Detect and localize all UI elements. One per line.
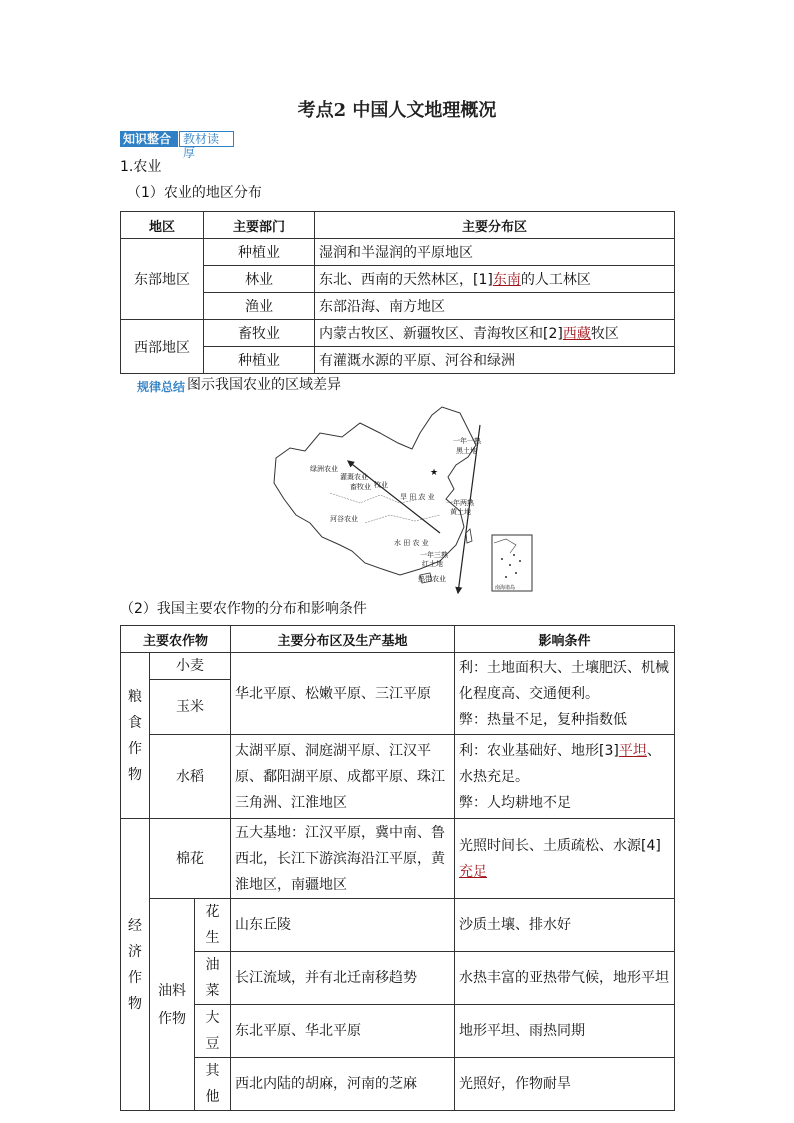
map-label: 黄土地: [450, 508, 471, 516]
table-header: 影响条件: [455, 626, 675, 653]
sector-cell: 林业: [204, 266, 315, 293]
crop-cell: 棉花: [150, 819, 231, 899]
blank-number: [3]: [599, 742, 619, 759]
condition-part: 、水热充足。: [459, 742, 661, 785]
region-cell: 东部地区: [121, 239, 204, 320]
category-cell: 经济作物: [121, 819, 150, 1111]
answer-text: 西藏: [562, 326, 591, 342]
answer-text: 平坦: [618, 742, 647, 759]
summary-text: 图示我国农业的区域差异: [187, 377, 341, 393]
condition-cell: [455, 653, 675, 735]
table-header-row: [121, 212, 675, 239]
table-row: [121, 320, 675, 347]
table-header: 主要分布区: [315, 212, 675, 239]
map-label: 绿洲农业: [310, 465, 338, 473]
sector-cell: 种植业: [204, 347, 315, 374]
sector-cell: 种植业: [204, 239, 315, 266]
capital-star-icon: ★: [430, 468, 439, 478]
area-cell: 太湖平原、洞庭湖平原、江汉平原、鄱阳湖平原、成都平原、珠江三角洲、江淮地区: [231, 735, 455, 819]
south-china-sea-inset: [492, 535, 532, 591]
map-label: 红土地: [422, 560, 443, 568]
condition-part: 利：农业基础好、地形: [459, 742, 599, 759]
table-row: [121, 1058, 675, 1111]
china-agriculture-map: [270, 403, 548, 603]
summary-tag: 规律总结: [137, 380, 186, 394]
table-row: [121, 239, 675, 266]
condition-cell: 水热丰富的亚热带气候，地形平坦: [455, 952, 675, 1005]
map-label: 河谷农业: [330, 515, 358, 523]
inset-label: 南海诸岛: [495, 585, 516, 591]
china-outline: [274, 407, 476, 575]
subsection-heading: （2）我国主要农作物的分布和影响条件: [120, 601, 367, 617]
table-header: 主要分布区及生产基地: [231, 626, 455, 653]
table-row: [121, 653, 675, 680]
area-text: 东北、西南的天然林区，: [319, 272, 473, 288]
map-label: 灌溉农业: [340, 473, 368, 481]
area-cell: [315, 266, 675, 293]
map-label: 热带农业: [418, 575, 446, 583]
map-label: 一年三熟: [420, 551, 448, 559]
area-cell: 东北平原、华北平原: [231, 1005, 455, 1058]
sector-cell: 畜牧业: [204, 320, 315, 347]
subsection-heading: （1）农业的地区分布: [127, 185, 262, 201]
table-row: [121, 952, 675, 1005]
map-label: 畜牧业: [350, 483, 371, 491]
condition-text: 弊：人均耕地不足: [459, 794, 571, 811]
area-text: 内蒙古牧区、新疆牧区、青海牧区和: [319, 326, 543, 342]
category-cell: 粮食作物: [121, 653, 150, 819]
map-label: 旱 田 农 业: [400, 493, 435, 501]
blank-number: [2]: [543, 326, 563, 342]
taiwan-island: [466, 529, 472, 543]
table-header: 主要部门: [204, 212, 315, 239]
textbook-tag: 教材读厚: [179, 131, 234, 147]
area-cell: 山东丘陵: [231, 899, 455, 952]
table-row: [121, 347, 675, 374]
map-label: 一年一熟: [453, 437, 481, 445]
area-cell: 西北内陆的胡麻，河南的芝麻: [231, 1058, 455, 1111]
area-cell: [315, 239, 675, 266]
condition-cell: 沙质土壤、排水好: [455, 899, 675, 952]
table-row: [121, 899, 675, 952]
table-row: [121, 266, 675, 293]
area-cell: [315, 320, 675, 347]
table-header: 主要农作物: [121, 626, 231, 653]
condition-text: 利：土地面积大、土壤肥沃、机械化程度高、交通便利。: [459, 659, 669, 702]
condition-cell: [455, 819, 675, 899]
map-label: 黑土地: [456, 447, 477, 455]
oil-crop-cell: 油料作物: [150, 899, 195, 1111]
condition-text: [459, 738, 670, 790]
blank-number: [4]: [641, 837, 661, 854]
condition-cell: 光照好，作物耐旱: [455, 1058, 675, 1111]
condition-cell: 地形平坦、雨热同期: [455, 1005, 675, 1058]
area-cell: [315, 347, 675, 374]
table-row: [121, 293, 675, 320]
crop-cell: 大豆: [195, 1005, 231, 1058]
condition-part: 光照时间长、土质疏松、水源: [459, 837, 641, 854]
region-cell: 西部地区: [121, 320, 204, 374]
map-label: 牧业: [374, 481, 388, 489]
answer-text: 东南: [492, 272, 521, 288]
table-header: 地区: [121, 212, 204, 239]
area-text: 牧区: [590, 326, 619, 342]
table-header-row: [121, 626, 675, 653]
page-title: 考点2 中国人文地理概况: [297, 100, 497, 121]
answer-text: 充足: [459, 863, 487, 880]
area-cell: [315, 293, 675, 320]
crop-cell: 花生: [195, 899, 231, 952]
blank-number: [1]: [473, 272, 493, 288]
area-cell: 华北平原、松嫩平原、三江平原: [231, 653, 455, 735]
table-row: [121, 819, 675, 899]
crop-cell: 其他: [195, 1058, 231, 1111]
table-row: [121, 735, 675, 819]
crop-cell: 小麦: [150, 653, 231, 680]
crop-distribution-table: [120, 625, 675, 1111]
condition-text: 弊：热量不足，复种指数低: [459, 711, 627, 728]
area-text: 湿润和半湿润的平原地区: [319, 245, 473, 261]
area-cell: 长江流域，并有北迁南移趋势: [231, 952, 455, 1005]
crop-cell: 油菜: [195, 952, 231, 1005]
condition-cell: [455, 735, 675, 819]
sector-cell: 渔业: [204, 293, 315, 320]
area-text: 的人工林区: [520, 272, 591, 288]
agriculture-region-table: [120, 211, 675, 374]
area-text: 有灌溉水源的平原、河谷和绿洲: [319, 353, 515, 369]
knowledge-integration-tag: 知识整合: [120, 131, 178, 147]
section-heading: 1.农业: [120, 159, 162, 175]
area-cell: 五大基地：江汉平原，冀中南、鲁西北，长江下游滨海沿江平原，黄淮地区，南疆地区: [231, 819, 455, 899]
map-label: 水 田 农 业: [394, 539, 429, 547]
crop-cell: 水稻: [150, 735, 231, 819]
table-row: [121, 1005, 675, 1058]
crop-cell: 玉米: [150, 680, 231, 735]
map-label: 一年两熟: [446, 499, 474, 507]
area-text: 东部沿海、南方地区: [319, 299, 445, 315]
